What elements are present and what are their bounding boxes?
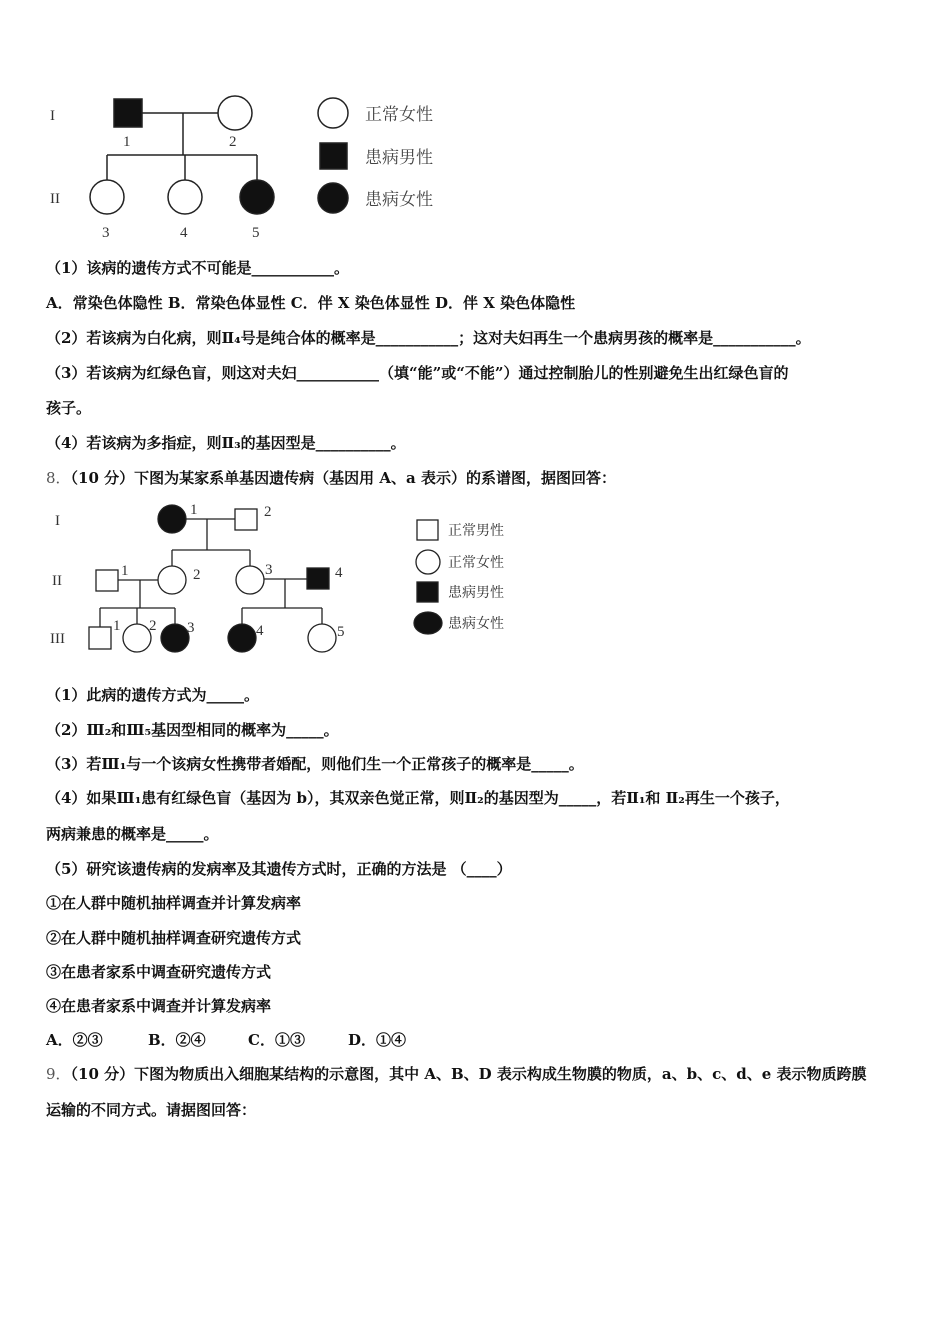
id-label: 3	[187, 620, 195, 636]
id-label: 4	[256, 623, 264, 639]
normal-female	[90, 180, 124, 214]
q8-part4-cont: 两病兼患的概率是_____。	[46, 825, 219, 843]
id-label: 1	[121, 563, 129, 579]
q8-part2: （2）Ⅲ₂和Ⅲ₅基因型相同的概率为_____。	[46, 721, 339, 739]
legend-text: 患病男性	[365, 148, 433, 168]
legend-text: 患病女性	[365, 190, 433, 210]
legend-affected-female-icon	[414, 612, 442, 634]
q7-part4: （4）若该病为多指症，则Ⅱ₃的基因型是__________。	[46, 434, 406, 452]
affected-male	[114, 99, 142, 127]
normal-female	[236, 566, 264, 594]
legend-affected-female-icon	[318, 183, 348, 213]
q7-part3: （3）若该病为红绿色盲，则这对夫妇___________（填“能”或“不能”）通过控制胎儿的性别避免生出红绿色盲的	[46, 364, 789, 382]
pedigree-2	[50, 502, 504, 652]
id-label: 3	[102, 225, 110, 241]
id-label: 1	[190, 502, 198, 518]
legend-normal-female-icon	[416, 550, 440, 574]
q9-intro-cont: 运输的不同方式。请据图回答：	[46, 1101, 257, 1119]
legend-text: 患病女性	[448, 616, 504, 632]
q8-part3: （3）若Ⅲ₁与一个该病女性携带者婚配，则他们生一个正常孩子的概率是_____。	[46, 755, 584, 773]
q8-item-3: ③在患者家系中调查研究遗传方式	[46, 963, 272, 981]
normal-female	[308, 624, 336, 652]
normal-male	[96, 570, 118, 591]
q7-part1: （1）该病的遗传方式不可能是___________。	[46, 259, 349, 277]
legend-normal-female-icon	[318, 98, 348, 128]
q9-intro	[46, 1064, 867, 1084]
gen-label: I	[50, 108, 55, 124]
intro-text: （10 分）下图为物质出入细胞某结构的示意图，其中 A、B、D 表示构成生物膜的物质，a、b、c、d、e 表示物质跨膜	[70, 1065, 867, 1083]
id-label: 1	[123, 134, 131, 150]
id-label: 5	[337, 624, 345, 640]
gen-label: I	[55, 513, 60, 529]
intro-text: （10 分）下图为某家系单基因遗传病（基因用 A、a 表示）的系谱图，据图回答：	[70, 469, 616, 487]
normal-female	[158, 566, 186, 594]
q8-item-4: ④在患者家系中调查并计算发病率	[46, 997, 272, 1015]
affected-female	[161, 624, 189, 652]
q8-part5: （5）研究该遗传病的发病率及其遗传方式时，正确的方法是 （____）	[46, 860, 512, 878]
id-label: 2	[229, 134, 237, 150]
q8-part4: （4）如果Ⅲ₁患有红绿色盲（基因为 b），其双亲色觉正常，则Ⅱ₂的基因型为_____，若Ⅱ₁和 Ⅱ₂再生一个孩子，	[46, 789, 790, 807]
id-label: 2	[149, 618, 157, 634]
legend-normal-male-icon	[417, 520, 438, 540]
id-label: 5	[252, 225, 260, 241]
q7-options: A．常染色体隐性 B．常染色体显性 C．伴 X 染色体显性 D．伴 X 染色体隐性	[46, 294, 576, 312]
legend-text: 正常女性	[365, 105, 433, 125]
question-number: 8．	[46, 469, 71, 487]
affected-female	[228, 624, 256, 652]
normal-female	[168, 180, 202, 214]
choice-c: C．①③	[248, 1031, 305, 1049]
affected-female	[240, 180, 274, 214]
pedigree-1	[50, 96, 433, 241]
legend-text: 患病男性	[448, 585, 504, 601]
q8-item-2: ②在人群中随机抽样调查研究遗传方式	[46, 929, 302, 947]
normal-female	[218, 96, 252, 130]
q8-item-1: ①在人群中随机抽样调查并计算发病率	[46, 894, 302, 912]
gen-label: III	[50, 631, 65, 647]
legend-text: 正常男性	[448, 523, 504, 539]
gen-label: II	[52, 573, 62, 589]
q8-part1: （1）此病的遗传方式为_____。	[46, 686, 259, 704]
q7-part3-cont: 孩子。	[46, 399, 92, 417]
q8-choices	[46, 1030, 406, 1050]
legend-text: 正常女性	[448, 555, 504, 571]
id-label: 1	[113, 618, 121, 634]
id-label: 4	[180, 225, 188, 241]
id-label: 2	[264, 504, 272, 520]
legend-affected-male-icon	[417, 582, 438, 602]
choice-b: B．②④	[148, 1031, 206, 1049]
legend-affected-male-icon	[320, 143, 347, 169]
normal-male	[235, 509, 257, 530]
id-label: 4	[335, 565, 343, 581]
affected-female	[158, 505, 186, 533]
gen-label: II	[50, 191, 60, 207]
question-number: 9．	[46, 1065, 71, 1083]
id-label: 2	[193, 567, 201, 583]
q7-part2: （2）若该病为白化病，则Ⅱ₄号是纯合体的概率是___________；这对夫妇再生一个患病男孩的概率是___________。	[46, 329, 811, 347]
normal-male	[89, 627, 111, 649]
normal-female	[123, 624, 151, 652]
choice-d: D．①④	[348, 1031, 407, 1049]
affected-male	[307, 568, 329, 589]
choice-a: A．②③	[46, 1031, 103, 1049]
id-label: 3	[265, 562, 273, 578]
q8-intro	[46, 468, 616, 488]
